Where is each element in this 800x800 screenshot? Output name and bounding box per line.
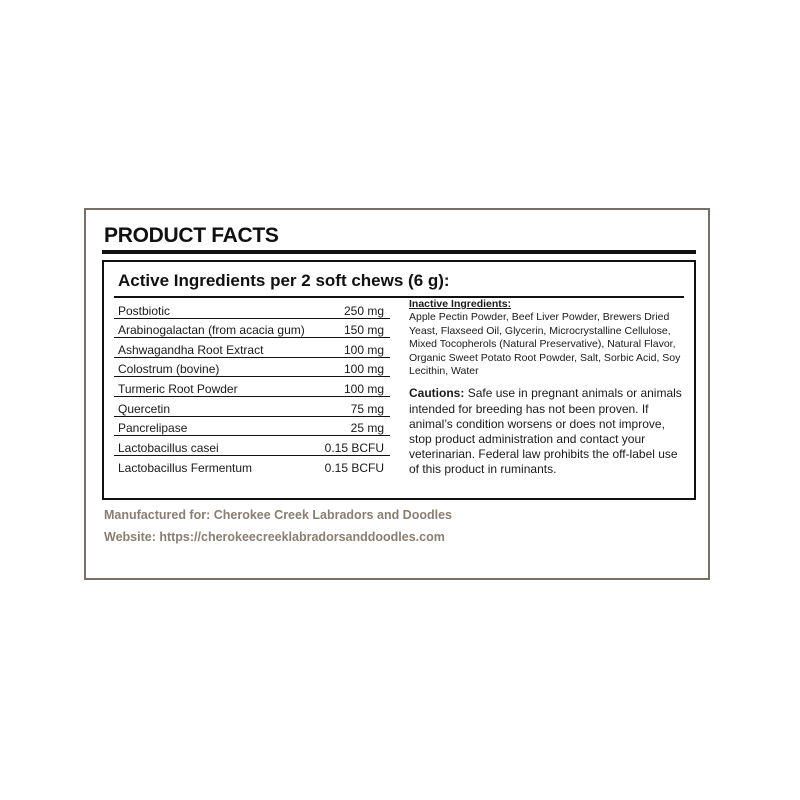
ingredient-name: Quercetin bbox=[118, 401, 171, 416]
ingredient-row bbox=[114, 456, 390, 476]
ingredient-amount: 0.15 BCFU bbox=[324, 461, 384, 476]
product-facts-label bbox=[84, 208, 710, 580]
ingredient-name: Turmeric Root Powder bbox=[118, 381, 238, 396]
ingredient-amount: 100 mg bbox=[343, 362, 384, 377]
ingredient-name: Lactobacillus casei bbox=[118, 440, 219, 455]
ingredient-row bbox=[114, 299, 390, 319]
ingredient-row bbox=[114, 319, 390, 339]
cautions-block bbox=[409, 386, 689, 477]
ingredient-row bbox=[114, 417, 390, 437]
title-rule bbox=[102, 250, 696, 254]
ingredient-amount: 0.15 BCFU bbox=[324, 440, 384, 455]
ingredient-amount: 25 mg bbox=[350, 421, 384, 436]
ingredient-row bbox=[114, 377, 390, 397]
product-facts-title: PRODUCT FACTS bbox=[104, 224, 279, 247]
right-column bbox=[409, 298, 689, 478]
ingredient-amount: 100 mg bbox=[343, 342, 384, 357]
ingredient-row bbox=[114, 358, 390, 378]
ingredient-row bbox=[114, 436, 390, 456]
ingredient-row bbox=[114, 338, 390, 358]
ingredient-row bbox=[114, 397, 390, 417]
ingredient-amount: 150 mg bbox=[343, 323, 384, 338]
ingredient-name: Colostrum (bovine) bbox=[118, 362, 220, 377]
cautions-text: Safe use in pregnant animals or animals intended for breeding has not been proven. If animal’s condition worsens or does not improve, stop product administration and contact your veterinarian. Federal law prohibits the off-label use of this product in ruminants. bbox=[409, 386, 682, 477]
website-text: Website: https://cherokeecreeklabradorsanddoodles.com bbox=[104, 530, 445, 544]
ingredient-name: Pancrelipase bbox=[118, 421, 188, 436]
ingredient-name: Arabinogalactan (from acacia gum) bbox=[118, 323, 305, 338]
facts-box bbox=[102, 260, 696, 500]
ingredient-amount: 250 mg bbox=[343, 303, 384, 318]
ingredient-amount: 75 mg bbox=[350, 401, 384, 416]
inactive-ingredients-heading: Inactive Ingredients: bbox=[409, 298, 512, 310]
manufactured-for-text: Manufactured for: Cherokee Creek Labradors and Doodles bbox=[104, 508, 452, 522]
ingredient-name: Ashwagandha Root Extract bbox=[118, 342, 264, 357]
inactive-ingredients-text: Apple Pectin Powder, Beef Liver Powder, Brewers Dried Yeast, Flaxseed Oil, Glycerin, Microcrystalline Cellulose, Mixed Tocopherols (Natural Preservative), Natural Flavor, Organic Sweet Potato Root Powder, Salt, Sorbic Acid, Soy Lecithin, Water bbox=[409, 311, 681, 378]
ingredient-amount: 100 mg bbox=[343, 381, 384, 396]
cautions-label: Cautions: bbox=[409, 386, 465, 401]
active-ingredients-heading: Active Ingredients per 2 soft chews (6 g): bbox=[118, 271, 450, 290]
ingredient-list bbox=[114, 299, 390, 475]
ingredient-name: Postbiotic bbox=[118, 303, 171, 318]
ingredient-name: Lactobacillus Fermentum bbox=[118, 461, 253, 476]
